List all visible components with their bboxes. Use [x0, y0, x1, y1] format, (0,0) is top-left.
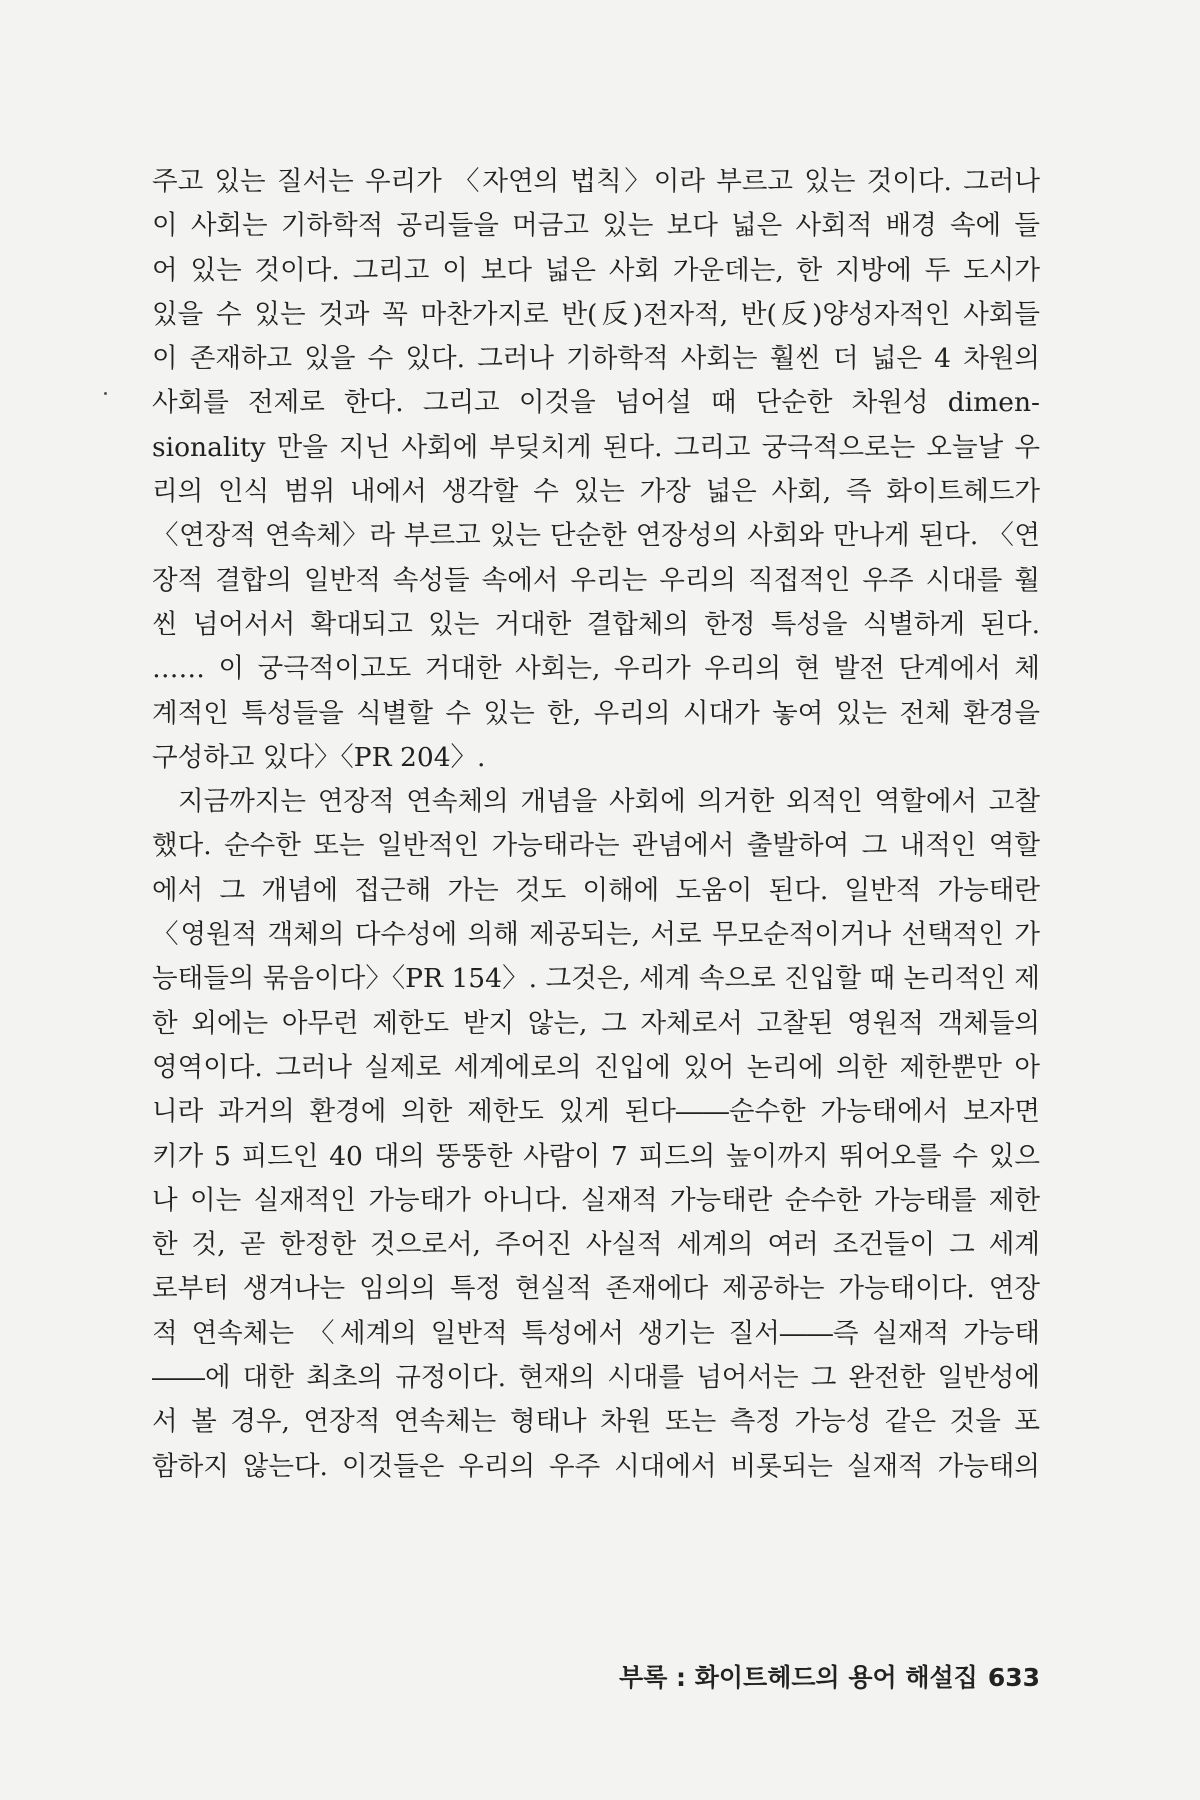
- text-line: 로부터 생겨나는 임의의 특정 현실적 존재에다 제공하는 가능태이다. 연장: [152, 1273, 1040, 1305]
- text-line: sionality 만을 지닌 사회에 부딪치게 된다. 그리고 궁극적으로는 오늘날 우: [152, 431, 1040, 463]
- text-line: 이 사회는 기하학적 공리들을 머금고 있는 보다 넓은 사회적 배경 속에 들: [152, 210, 1040, 242]
- text-line: 주고 있는 질서는 우리가 〈자연의 법칙〉이라 부르고 있는 것이다. 그러나: [152, 166, 1040, 197]
- text-line: 했다. 순수한 또는 일반적인 가능태라는 관념에서 출발하여 그 내적인 역할: [152, 830, 1040, 862]
- text-line: 함하지 않는다. 이것들은 우리의 우주 시대에서 비롯되는 실재적 가능태의: [152, 1450, 1040, 1482]
- body-text: [152, 160, 1040, 1489]
- paragraph-end-line: 구성하고 있다〉〈PR 204〉.: [152, 741, 486, 773]
- text-line: 사회를 전제로 한다. 그리고 이것을 넘어설 때 단순한 차원성 dimen-: [152, 387, 1040, 419]
- text-line: 능태들의 묶음이다〉〈PR 154〉. 그것은, 세계 속으로 진입할 때 논리적인 제: [152, 963, 1040, 995]
- text-line: 한 것, 곧 한정한 것으로서, 주어진 사실적 세계의 여러 조건들이 그 세계: [152, 1229, 1040, 1261]
- text-line: 씬 넘어서서 확대되고 있는 거대한 결합체의 한정 특성을 식별하게 된다.: [152, 608, 1040, 640]
- text-line: 어 있는 것이다. 그리고 이 보다 넓은 사회 가운데는, 한 지방에 두 도시가: [152, 254, 1040, 286]
- text-line: 이 존재하고 있을 수 있다. 그러나 기하학적 사회는 훨씬 더 넓은 4 차원의: [152, 343, 1040, 375]
- text-line: 영역이다. 그러나 실제로 세계에로의 진입에 있어 논리에 의한 제한뿐만 아: [152, 1051, 1040, 1083]
- text-line: 에서 그 개념에 접근해 가는 것도 이해에 도움이 된다. 일반적 가능태란: [152, 874, 1040, 906]
- text-line: 서 볼 경우, 연장적 연속체는 형태나 차원 또는 측정 가능성 같은 것을 포: [152, 1406, 1040, 1438]
- text-line: 〈영원적 객체의 다수성에 의해 제공되는, 서로 무모순적이거나 선택적인 가: [152, 919, 1040, 951]
- text-line: 키가 5 피드인 40 대의 뚱뚱한 사람이 7 피드의 높이까지 뛰어오를 수 있으: [152, 1140, 1040, 1172]
- page-footer: [619, 1658, 1040, 1694]
- text-line: 리의 인식 범위 내에서 생각할 수 있는 가장 넓은 사회, 즉 화이트헤드가: [152, 476, 1040, 508]
- text-line: ――에 대한 최초의 규정이다. 현재의 시대를 넘어서는 그 완전한 일반성에: [152, 1362, 1040, 1394]
- text-line: 니라 과거의 환경에 의한 제한도 있게 된다――순수한 가능태에서 보자면: [152, 1096, 1040, 1128]
- text-line: 적 연속체는 〈세계의 일반적 특성에서 생기는 질서――즉 실재적 가능태: [152, 1317, 1040, 1349]
- text-line: 〈연장적 연속체〉라 부르고 있는 단순한 연장성의 사회와 만나게 된다. 〈연: [152, 520, 1040, 552]
- text-line: 계적인 특성들을 식별할 수 있는 한, 우리의 시대가 놓여 있는 전체 환경을: [152, 697, 1040, 729]
- text-line: …… 이 궁극적이고도 거대한 사회는, 우리가 우리의 현 발전 단계에서 체: [152, 653, 1040, 685]
- text-line: 있을 수 있는 것과 꼭 마찬가지로 반(反)전자적, 반(反)양성자적인 사회들: [152, 298, 1040, 330]
- paragraph-start-line: 지금까지는 연장적 연속체의 개념을 사회에 의거한 외적인 역할에서 고찰: [178, 786, 1040, 818]
- text-line: 한 외에는 아무런 제한도 받지 않는, 그 자체로서 고찰된 영원적 객체들의: [152, 1007, 1040, 1039]
- page-number: 633: [987, 1663, 1040, 1692]
- text-line: 장적 결합의 일반적 속성들 속에서 우리는 우리의 직접적인 우주 시대를 훨: [152, 564, 1040, 596]
- text-line: 나 이는 실재적인 가능태가 아니다. 실재적 가능태란 순수한 가능태를 제한: [152, 1184, 1040, 1216]
- running-title: 부록 : 화이트헤드의 용어 해설집: [619, 1663, 978, 1692]
- margin-mark: [104, 392, 107, 395]
